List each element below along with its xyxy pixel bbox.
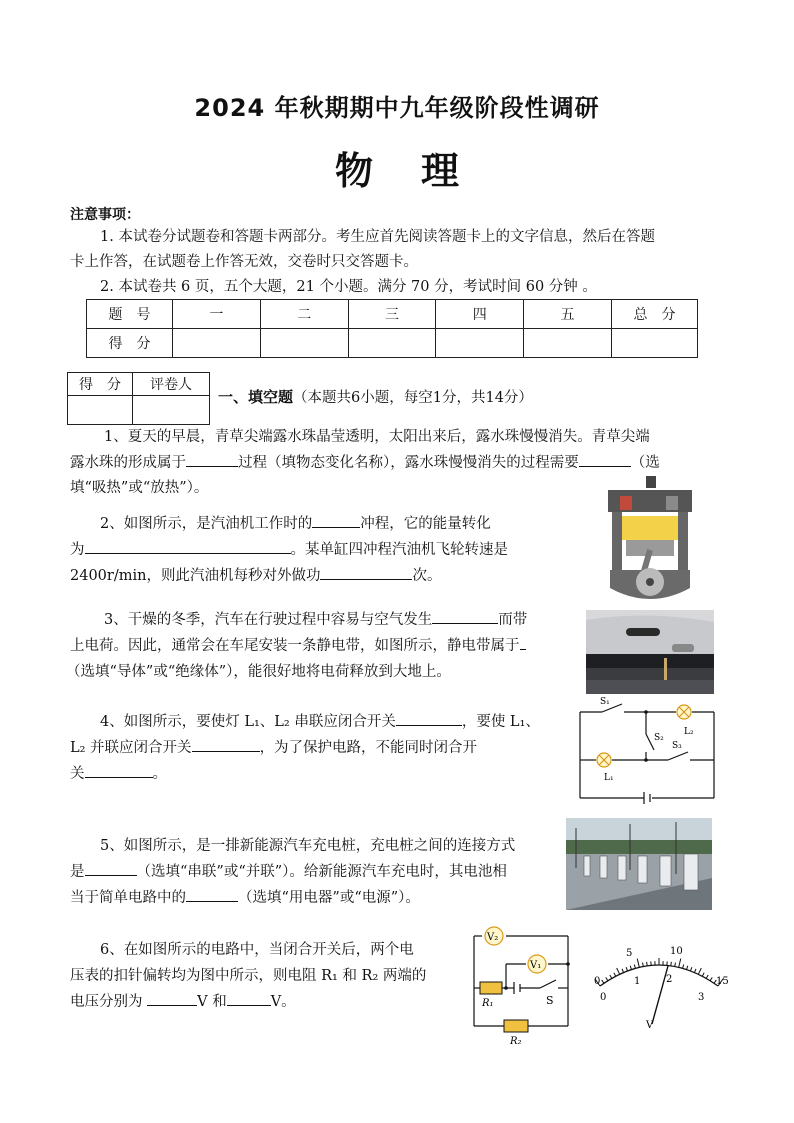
meter-tick (647, 962, 648, 966)
q6-line-3 (70, 990, 296, 1015)
q2-blank-1[interactable] (312, 512, 360, 528)
q2-line-2 (70, 538, 508, 563)
q6-line-2: 压表的扣针偏转均为图中所示，则电阻 R₁ 和 R₂ 两端的 (70, 968, 427, 984)
q1-text: 露水珠的形成属于 (70, 455, 186, 471)
q2-blank-3[interactable] (320, 564, 412, 580)
q1-line-3: 填“吸热”或“放热”）。 (70, 480, 209, 496)
score-cell-empty (173, 329, 261, 358)
q5-line-2 (70, 860, 507, 885)
q4-blank-3[interactable] (85, 762, 153, 778)
score-cell: 三 (348, 300, 436, 329)
q3-line-3: （选填“导体”或“绝缘体”），能很好地将电荷释放到大地上。 (66, 664, 451, 680)
q4-text: 4、如图所示，要使灯 L₁、L₂ 串联应闭合开关 (100, 714, 396, 730)
q5-text: 当于简单电路中的 (70, 890, 186, 906)
q4-label-s2: S₂ (654, 733, 664, 743)
q6-circuit-diagram (470, 924, 574, 1048)
grader-score-label: 得 分 (68, 373, 133, 396)
q6-label-r1: R₁ (482, 998, 494, 1009)
meter-label-10: 10 (670, 946, 683, 957)
car-static-strap-photo (586, 610, 714, 694)
score-cell: 总 分 (611, 300, 697, 329)
q6-label-r2: R₂ (510, 1036, 522, 1047)
meter-label-left: 0 (594, 976, 601, 987)
note-item-1-line-2: 卡上作答，在试题卷上作答无效，交卷时只交答题卡。 (70, 254, 418, 270)
q1-text: （选 (630, 455, 660, 471)
score-cell-empty (436, 329, 524, 358)
q6-text: V 和 (197, 994, 227, 1010)
q5-line-1: 5、如图所示，是一排新能源汽车充电桩，充电桩之间的连接方式 (100, 838, 516, 854)
subject-title: 物理 (334, 149, 507, 193)
q4-text: ，要使 L₁、 (461, 714, 540, 730)
meter-tick (637, 959, 639, 968)
grader-name-cell (133, 396, 210, 425)
meter-tick (626, 967, 627, 971)
q4-label-l1: L₁ (604, 773, 614, 783)
meter-label-b3: 3 (698, 992, 705, 1003)
q5-blank-2[interactable] (186, 886, 238, 902)
score-cell-empty (260, 329, 348, 358)
score-cell: 题 号 (87, 300, 173, 329)
q5-blank-1[interactable] (85, 860, 137, 876)
notes-title: 注意事项： (70, 207, 140, 223)
score-table-score-row (87, 329, 698, 358)
meter-tick (630, 966, 631, 970)
q3-line-1 (104, 608, 527, 633)
meter-tick (698, 968, 701, 974)
meter-tick (610, 975, 612, 978)
q2-text: 2400r/min，则此汽油机每秒对外做功 (70, 568, 321, 584)
score-table (86, 299, 698, 358)
grader-score-cell (68, 396, 133, 425)
q4-text: ，为了保护电路，不能同时闭合开 (259, 740, 478, 756)
grader-box (67, 372, 210, 425)
meter-tick (671, 962, 672, 966)
q4-blank-2[interactable] (192, 736, 260, 752)
meter-tick (690, 967, 691, 971)
q1-blank-1[interactable] (186, 451, 238, 467)
q6-label-s: S (546, 994, 554, 1007)
q3-text: 而带 (498, 612, 528, 628)
q2-line-3 (70, 564, 441, 589)
meter-tick (679, 959, 681, 968)
q6-blank-2[interactable] (227, 990, 271, 1006)
meter-label-right: 15 (716, 976, 729, 987)
q3-blank-1[interactable] (432, 608, 498, 624)
meter-tick (606, 977, 608, 980)
q1-text: 过程（填物态变化名称），露水珠慢慢消失的过程需要 (238, 455, 579, 471)
section-1-desc: （本题共6小题，每空1分，共14分） (293, 390, 533, 406)
score-cell-empty (348, 329, 436, 358)
q5-line-3 (70, 886, 420, 911)
voltmeter-dial (584, 944, 734, 1036)
meter-tick (614, 973, 616, 977)
meter-tick (706, 975, 708, 978)
q4-blank-1[interactable] (396, 710, 462, 726)
q2-text: 冲程，它的能量转化 (360, 516, 491, 532)
meter-label-b0: 0 (600, 992, 607, 1003)
note-item-2: 2. 本试卷共 6 页，五个大题，21 个小题。满分 70 分，考试时间 60 分钟 。 (100, 279, 597, 295)
q4-text: L₂ 并联应闭合开关 (70, 740, 192, 756)
meter-tick (702, 973, 704, 977)
meter-label-5: 5 (626, 948, 633, 959)
q6-label-v2: V₂ (487, 932, 499, 943)
q3-text: 上电荷。因此，通常会在车尾安装一条静电带，如图所示，静电带属于 (70, 638, 520, 654)
engine-figure (600, 470, 700, 610)
q3-line-2 (70, 634, 526, 659)
score-cell: 二 (260, 300, 348, 329)
meter-tick (694, 969, 696, 973)
q4-line-2 (70, 736, 477, 761)
meter-tick (710, 977, 712, 980)
q6-label-v1: V₁ (530, 960, 542, 971)
q4-text: 。 (152, 766, 167, 782)
meter-tick (602, 980, 604, 983)
q6-blank-1[interactable] (147, 990, 197, 1006)
charging-station-photo (566, 818, 712, 910)
meter-tick (687, 966, 688, 970)
q2-text: 次。 (412, 568, 442, 584)
q4-label-s3: S₃ (672, 741, 682, 751)
q2-text: 为 (70, 542, 85, 558)
q6-text: V。 (270, 994, 296, 1010)
score-cell: 五 (524, 300, 612, 329)
q2-blank-2[interactable] (85, 538, 291, 554)
meter-tick (675, 963, 676, 967)
meter-label-b1: 1 (634, 976, 641, 987)
score-cell-empty (524, 329, 612, 358)
score-cell: 一 (173, 300, 261, 329)
q6-line-1: 6、在如图所示的电路中，当闭合开关后，两个电 (100, 942, 414, 958)
score-cell: 四 (436, 300, 524, 329)
grader-name-label: 评卷人 (133, 373, 210, 396)
q2-line-1 (100, 512, 491, 537)
q2-text: 。某单缸四冲程汽油机飞轮转速是 (290, 542, 508, 558)
q1-line-1: 1、夏天的早晨，青草尖端露水珠晶莹透明，太阳出来后，露水珠慢慢消失。青草尖端 (104, 429, 650, 445)
meter-label-b2: 2 (666, 974, 673, 985)
q4-line-3 (70, 762, 167, 787)
score-row-label: 得 分 (87, 329, 173, 358)
q1-blank-2[interactable] (579, 451, 631, 467)
q4-circuit-diagram (574, 694, 720, 804)
meter-tick (622, 969, 624, 973)
page-title: 2024 年秋期期中九年级阶段性调研 (194, 94, 600, 122)
note-item-1-line-1: 1. 本试卷分试题卷和答题卡两部分。考生应首先阅读答题卡上的文字信息，然后在答题 (100, 229, 655, 245)
section-1-heading (218, 386, 533, 407)
q2-text: 2、如图所示，是汽油机工作时的 (100, 516, 313, 532)
q5-text: （选填“用电器”或“电源”）。 (238, 890, 420, 906)
meter-tick (617, 968, 620, 974)
meter-tick (683, 965, 684, 969)
q3-text: 3、干燥的冬季，汽车在行驶过程中容易与空气发生 (104, 612, 433, 628)
section-1-title: 一、填空题 (218, 388, 294, 406)
score-cell-empty (611, 329, 697, 358)
meter-unit: V (646, 1020, 654, 1031)
meter-tick (643, 963, 644, 967)
q4-text: 关 (70, 766, 85, 782)
q6-text: 电压分别为 (70, 994, 143, 1010)
q5-text: （选填“串联”或“并联”）。给新能源汽车充电时，其电池相 (136, 864, 507, 880)
score-table-header-row (87, 300, 698, 329)
q4-label-l2: L₂ (684, 727, 694, 737)
meter-tick (634, 965, 635, 969)
q5-text: 是 (70, 864, 85, 880)
q4-label-s1: S₁ (600, 697, 610, 707)
q3-blank-2[interactable] (520, 634, 526, 650)
q4-line-1 (100, 710, 540, 735)
